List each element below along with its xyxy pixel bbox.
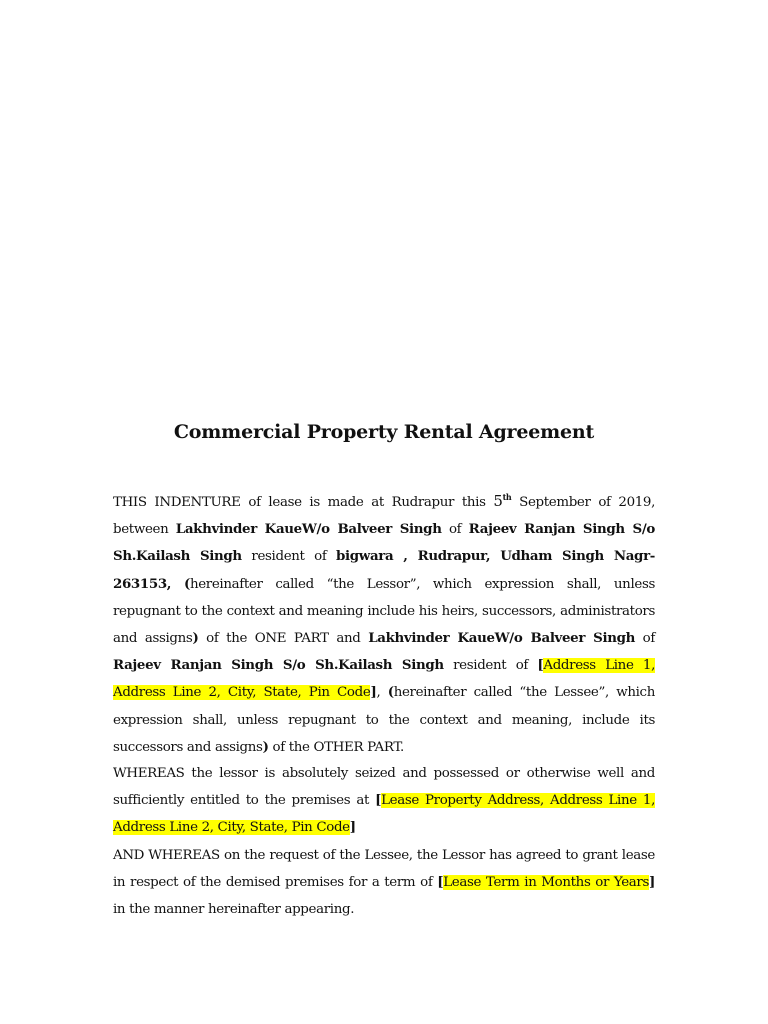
document-title: Commercial Property Rental Agreement bbox=[173, 421, 595, 443]
text-run: hereinafter called “the Lessee”, which expression shall, unless repugnant to the context and meaning, include its successors and assigns bbox=[113, 685, 655, 755]
paren-close: ) bbox=[262, 738, 269, 755]
paren-open: ( bbox=[387, 684, 394, 701]
text-run: September of 2019, between bbox=[113, 495, 655, 538]
text-run: of bbox=[634, 631, 655, 647]
bracket-open: [ bbox=[375, 792, 382, 809]
paren-close: ) bbox=[192, 630, 199, 647]
text-run: of the ONE PART and bbox=[198, 631, 369, 647]
text-run: resident of bbox=[443, 658, 538, 674]
day-suffix: th bbox=[502, 492, 512, 502]
text-run bbox=[171, 577, 184, 592]
text-run: of the OTHER PART. bbox=[268, 739, 404, 755]
text-run: THIS INDENTURE of lease is made at Rudrapur this bbox=[113, 495, 494, 510]
text-run: WHEREAS the lessor is absolutely seized and possessed or otherwise well and sufficiently entitled to the premises at bbox=[113, 766, 655, 809]
text-run: resident of bbox=[241, 549, 337, 565]
bracket-open: [ bbox=[437, 874, 444, 891]
text-run: , bbox=[376, 685, 388, 701]
bracket-close: ] bbox=[370, 684, 377, 701]
lessee-name: Lakhvinder KaueW/o Balveer Singh bbox=[368, 630, 635, 647]
day-number: 5 bbox=[493, 492, 503, 510]
property-address-placeholder: Lease Property Address, Address Line 1, Address Line 2, City, State, Pin Code bbox=[113, 793, 655, 836]
lessee-address-placeholder: Address Line 1, Address Line 2, City, State, Pin Code bbox=[113, 658, 655, 701]
text-run: of bbox=[441, 522, 469, 538]
bracket-close: ] bbox=[349, 819, 356, 836]
text-run: hereinafter called “the Lessor”, which expression shall, unless repugnant to the context and meaning include his heirs, successors, administrators and assigns bbox=[113, 576, 655, 647]
text-run: AND WHEREAS on the request of the Lessee, the Lessor has agreed to grant lease in respect of the demised premises for a term of bbox=[113, 848, 655, 891]
paragraph-whereas bbox=[113, 760, 655, 842]
lessor-father: Rajeev Ranjan Singh S/o Sh.Kailash Singh bbox=[113, 521, 655, 565]
lessee-father: Rajeev Ranjan Singh S/o Sh.Kailash Singh bbox=[113, 657, 444, 674]
lessor-address: bigwara , Rudrapur, Udham Singh Nagr-263153, bbox=[113, 548, 655, 592]
lease-term-placeholder: Lease Term in Months or Years bbox=[443, 875, 649, 891]
bracket-close: ] bbox=[649, 874, 655, 891]
text-run: in the manner hereinafter appearing. bbox=[113, 902, 355, 918]
paragraph-indenture bbox=[113, 488, 655, 761]
bracket-open: [ bbox=[537, 657, 544, 674]
lessor-name: Lakhvinder KaueW/o Balveer Singh bbox=[175, 521, 442, 538]
paren-open: ( bbox=[183, 575, 190, 592]
paragraph-and-whereas bbox=[113, 842, 655, 924]
